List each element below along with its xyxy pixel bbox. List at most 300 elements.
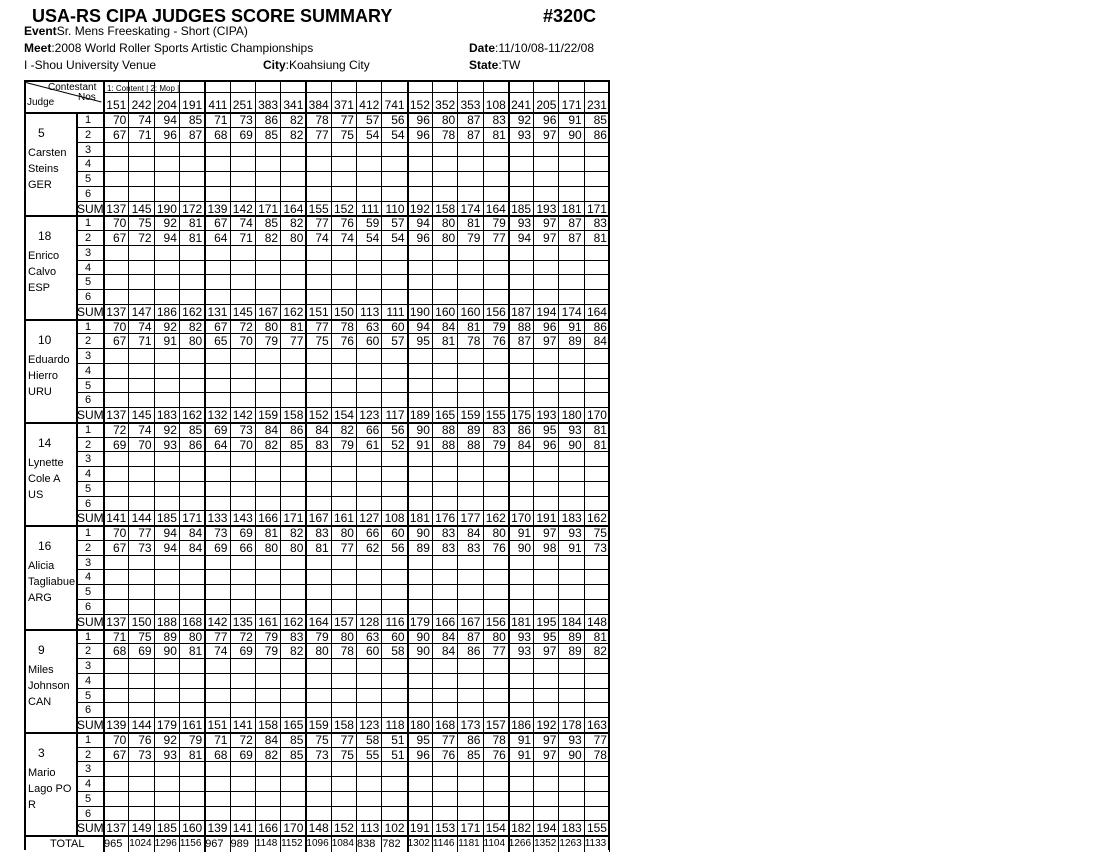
score-sum: 185 [156, 511, 177, 526]
score-content: 87 [467, 113, 481, 127]
sum-label: SUM [77, 511, 104, 526]
score-content: 77 [315, 319, 329, 334]
score-content: 94 [163, 113, 177, 127]
judge-number: 18 [38, 229, 52, 244]
score-sum: 142 [232, 408, 253, 423]
score-mop: 84 [188, 540, 203, 555]
row-number-label: 2 [85, 645, 92, 658]
row-number-label: 3 [85, 763, 92, 776]
row-line [76, 584, 608, 585]
score-sum: 170 [586, 408, 607, 423]
score-mop: 83 [315, 437, 329, 452]
score-mop: 91 [163, 334, 177, 349]
score-mop: 83 [467, 540, 481, 555]
score-content: 81 [593, 422, 607, 437]
score-mop: 97 [543, 127, 557, 142]
score-content: 70 [112, 319, 127, 334]
score-content: 82 [340, 422, 354, 437]
score-content: 91 [568, 319, 582, 334]
score-content: 78 [340, 319, 354, 334]
score-content: 77 [138, 526, 152, 541]
judge-number: 14 [38, 435, 52, 450]
score-content: 88 [441, 422, 456, 437]
row-number-label: 4 [85, 364, 92, 377]
score-content: 60 [391, 319, 405, 334]
score-mop: 69 [239, 747, 253, 762]
score-content: 66 [365, 526, 380, 541]
score-mop: 94 [163, 540, 177, 555]
score-content: 89 [467, 422, 481, 437]
score-sum: 181 [561, 201, 582, 216]
row-line [76, 289, 608, 290]
score-sum: 135 [232, 614, 253, 629]
score-sum: 117 [385, 408, 405, 423]
score-sum: 111 [361, 201, 380, 216]
score-sum: 118 [385, 718, 405, 733]
score-content: 70 [112, 732, 127, 747]
score-content: 94 [416, 216, 430, 231]
contestant-number: 205 [536, 98, 557, 112]
judge-number: 16 [38, 539, 52, 554]
score-content: 57 [365, 113, 380, 127]
judge-name-line: Johnson [28, 679, 70, 692]
score-mop: 69 [138, 644, 152, 659]
score-content: 56 [391, 113, 405, 127]
score-content: 72 [239, 319, 253, 334]
row-line [76, 260, 608, 261]
score-sum: 142 [207, 614, 228, 629]
report-code: #320C [543, 6, 597, 26]
score-sum: 123 [359, 408, 380, 423]
score-sum: 128 [359, 614, 380, 629]
score-mop: 93 [517, 644, 532, 659]
score-content: 74 [138, 113, 152, 127]
score-sum: 166 [435, 614, 456, 629]
score-content: 80 [340, 526, 354, 541]
score-mop: 87 [188, 127, 203, 142]
row-number-label: 6 [85, 704, 92, 717]
row-number-label: 5 [85, 173, 92, 186]
score-sum: 180 [561, 408, 582, 423]
row-number-label: 4 [85, 158, 92, 171]
score-content: 71 [214, 113, 228, 127]
score-mop: 90 [568, 437, 582, 452]
row-number-label: 3 [85, 660, 92, 672]
state-label: State [469, 58, 499, 72]
score-mop: 80 [290, 540, 304, 555]
score-sum: 183 [561, 821, 582, 836]
score-content: 81 [467, 319, 481, 334]
row-line [76, 806, 608, 807]
score-sum: 142 [232, 201, 253, 216]
score-mop: 68 [214, 127, 228, 142]
score-mop: 98 [543, 540, 557, 555]
score-sum: 164 [308, 614, 329, 629]
total-value: 1104 [483, 838, 506, 850]
score-content: 77 [441, 732, 456, 747]
score-content: 82 [188, 319, 203, 334]
score-sum: 150 [333, 304, 354, 319]
score-mop: 93 [517, 127, 532, 142]
row-number-label: 4 [85, 674, 92, 687]
score-content: 83 [593, 216, 607, 231]
contestant-number: 242 [131, 98, 152, 112]
score-sum: 178 [561, 718, 582, 733]
score-sum: 176 [435, 511, 456, 526]
score-content: 78 [492, 732, 506, 747]
judge-name-line: Calvo [28, 266, 57, 279]
score-sum: 156 [485, 304, 506, 319]
score-mop: 62 [365, 540, 380, 555]
score-content: 70 [112, 526, 127, 541]
total-value: 1156 [179, 838, 202, 850]
score-sum: 161 [182, 718, 203, 733]
venue-text: I -Shou University Venue [24, 58, 157, 72]
score-mop: 73 [593, 540, 607, 555]
meet-label: Meet [24, 41, 52, 55]
judge-name-line: ESP [28, 282, 51, 295]
score-mop: 82 [290, 127, 304, 142]
date-value: :11/10/08-11/22/08 [495, 41, 594, 55]
score-sum: 161 [333, 511, 354, 526]
score-sum: 181 [409, 511, 430, 526]
score-content: 79 [188, 732, 203, 747]
score-sum: 193 [536, 408, 557, 423]
total-value: 1181 [458, 838, 480, 850]
score-content: 84 [467, 526, 481, 541]
score-content: 73 [239, 113, 253, 127]
score-mop: 58 [391, 644, 405, 659]
row-number-label: 1 [85, 733, 92, 746]
score-sum: 152 [333, 201, 354, 216]
score-content: 78 [315, 113, 329, 127]
score-mop: 70 [239, 437, 253, 452]
score-sum: 159 [460, 408, 481, 423]
score-mop: 77 [492, 231, 506, 246]
score-sum: 171 [460, 821, 481, 836]
score-mop: 88 [441, 437, 456, 452]
score-content: 82 [290, 526, 304, 541]
row-line [76, 392, 608, 393]
row-number-label: 5 [85, 379, 92, 392]
judge-name-line: US [28, 488, 44, 501]
score-mop: 55 [365, 747, 380, 762]
score-mop: 71 [239, 231, 253, 246]
score-mop: 81 [188, 644, 203, 659]
row-line [76, 186, 608, 187]
score-mop: 78 [340, 644, 354, 659]
score-sum: 185 [156, 821, 177, 836]
score-sum: 162 [586, 511, 607, 526]
row-number-label: 6 [85, 600, 92, 613]
score-mop: 68 [214, 747, 228, 762]
score-mop: 89 [568, 644, 582, 659]
contestant-number: 108 [485, 98, 506, 112]
judge-block-bottom [26, 835, 608, 837]
row-line [76, 171, 608, 172]
score-sum: 170 [511, 511, 532, 526]
score-sum: 171 [283, 511, 304, 526]
score-mop: 72 [138, 231, 152, 246]
score-sum: 187 [511, 304, 532, 319]
score-sum: 190 [156, 201, 177, 216]
score-sum: 193 [536, 201, 557, 216]
score-sum: 145 [131, 408, 152, 423]
score-sum: 150 [131, 614, 152, 629]
row-number-label: 2 [85, 748, 92, 761]
score-content: 92 [163, 732, 177, 747]
score-sum: 116 [385, 614, 405, 629]
score-sum: 174 [561, 304, 582, 319]
judge-name-line: Lago PO [28, 782, 72, 795]
score-sum: 192 [536, 718, 557, 733]
score-content: 71 [214, 732, 228, 747]
score-content: 82 [290, 113, 304, 127]
score-sum: 171 [586, 201, 607, 216]
score-sum: 158 [283, 408, 304, 423]
row-number-label: 3 [85, 350, 92, 363]
row-number-label: 1 [85, 217, 92, 230]
score-mop: 85 [264, 127, 279, 142]
row-number-label: 1 [85, 114, 92, 126]
score-content: 73 [239, 422, 253, 437]
score-content: 87 [568, 216, 582, 231]
score-mop: 82 [264, 231, 279, 246]
score-content: 79 [315, 629, 329, 644]
score-content: 79 [492, 319, 506, 334]
score-sum: 192 [409, 201, 430, 216]
score-mop: 69 [112, 437, 127, 452]
score-mop: 73 [138, 540, 152, 555]
score-sum: 172 [182, 201, 203, 216]
score-sum: 168 [182, 614, 203, 629]
total-value: 1024 [129, 838, 152, 850]
score-content: 85 [290, 732, 304, 747]
judge-name-line: Eduardo [28, 353, 70, 366]
score-content: 97 [543, 732, 557, 747]
row-line [76, 496, 608, 497]
score-content: 77 [340, 113, 354, 127]
score-sum: 160 [460, 304, 481, 319]
score-content: 84 [264, 732, 279, 747]
sum-label: SUM [77, 614, 104, 629]
score-sum: 154 [485, 821, 506, 836]
score-mop: 61 [365, 437, 380, 452]
score-mop: 76 [492, 747, 506, 762]
contestant-number: 341 [283, 98, 304, 112]
score-content: 67 [214, 319, 228, 334]
score-content: 86 [467, 732, 481, 747]
score-sum: 162 [485, 511, 506, 526]
score-sum: 137 [106, 614, 127, 629]
score-mop: 75 [340, 127, 354, 142]
total-value: 1133 [584, 838, 607, 850]
score-sum: 111 [386, 304, 405, 319]
date-line [469, 41, 594, 55]
score-content: 83 [492, 113, 506, 127]
score-content: 60 [391, 526, 405, 541]
score-content: 75 [138, 629, 152, 644]
score-sum: 186 [511, 718, 532, 733]
row-number-label: 1 [85, 630, 92, 643]
score-sum: 127 [359, 511, 380, 526]
score-mop: 93 [163, 437, 177, 452]
score-content: 89 [163, 629, 177, 644]
score-mop: 88 [467, 437, 481, 452]
row-number-label: 5 [85, 276, 92, 289]
score-mop: 71 [138, 334, 152, 349]
contestant-number: 383 [258, 98, 279, 112]
score-mop: 93 [163, 747, 177, 762]
row-line [76, 702, 608, 703]
score-content: 79 [264, 629, 279, 644]
score-mop: 81 [593, 231, 607, 246]
row-number-label: 6 [85, 807, 92, 820]
score-content: 63 [365, 319, 380, 334]
score-mop: 84 [517, 437, 532, 452]
contestant-number: 241 [511, 98, 532, 112]
score-content: 70 [112, 216, 127, 231]
score-mop: 97 [543, 747, 557, 762]
score-content: 80 [492, 629, 506, 644]
row-number-label: 3 [85, 143, 92, 156]
score-content: 90 [416, 526, 430, 541]
row-line [76, 688, 608, 689]
score-mop: 82 [264, 437, 279, 452]
score-mop: 67 [112, 127, 127, 142]
score-sum: 159 [258, 408, 279, 423]
row-number-label: 5 [85, 792, 92, 805]
score-mop: 89 [416, 540, 430, 555]
score-mop: 60 [365, 644, 380, 659]
score-sum: 165 [283, 718, 304, 733]
row-number-label: 3 [85, 556, 92, 569]
row-number-label: 5 [85, 689, 92, 702]
score-content: 92 [163, 319, 177, 334]
score-content: 85 [264, 216, 279, 231]
score-sum: 148 [586, 614, 607, 629]
score-content: 81 [290, 319, 304, 334]
score-content: 81 [264, 526, 279, 541]
score-mop: 90 [416, 644, 430, 659]
score-sum: 183 [561, 511, 582, 526]
score-mop: 87 [467, 127, 481, 142]
score-mop: 91 [517, 747, 532, 762]
score-content: 73 [214, 526, 228, 541]
score-mop: 79 [340, 437, 354, 452]
score-mop: 77 [315, 127, 329, 142]
score-sum: 144 [131, 718, 152, 733]
score-sum: 195 [536, 614, 557, 629]
score-sum: 171 [182, 511, 203, 526]
report-title: USA-RS CIPA JUDGES SCORE SUMMARY [32, 6, 393, 26]
sum-label: SUM [77, 408, 104, 423]
score-mop: 73 [315, 747, 329, 762]
judge-name-line: Mario [28, 766, 56, 779]
score-mop: 81 [315, 540, 329, 555]
score-mop: 85 [290, 747, 304, 762]
score-mop: 54 [365, 231, 380, 246]
score-content: 85 [188, 422, 203, 437]
score-sum: 157 [333, 614, 354, 629]
score-mop: 76 [492, 540, 506, 555]
score-mop: 84 [441, 644, 456, 659]
score-sum: 183 [156, 408, 177, 423]
score-mop: 78 [441, 127, 456, 142]
judge-number: 3 [38, 745, 45, 760]
score-sum: 148 [308, 821, 329, 836]
judge-name-line: Hierro [28, 369, 58, 382]
score-content: 95 [543, 422, 557, 437]
score-mop: 85 [467, 747, 481, 762]
score-content: 83 [290, 629, 304, 644]
city-label: City [263, 58, 286, 72]
sum-label: SUM [77, 718, 104, 733]
row-line [76, 378, 608, 379]
score-mop: 91 [568, 540, 582, 555]
score-content: 80 [188, 629, 203, 644]
row-number-label: 1 [85, 423, 92, 436]
total-value: 989 [230, 838, 249, 851]
score-mop: 86 [593, 127, 607, 142]
total-value: 1096 [306, 838, 329, 850]
score-sum: 166 [258, 511, 279, 526]
score-sum: 151 [308, 304, 329, 319]
score-content: 80 [264, 319, 279, 334]
score-mop: 83 [441, 540, 456, 555]
total-value: 1266 [508, 838, 532, 850]
score-sum: 164 [485, 201, 506, 216]
score-sum: 177 [460, 511, 481, 526]
row-line [76, 156, 608, 157]
score-mop: 91 [416, 437, 430, 452]
score-sum: 137 [106, 201, 127, 216]
score-mop: 96 [543, 437, 557, 452]
score-mop: 54 [391, 127, 405, 142]
score-mop: 54 [391, 231, 405, 246]
state-line [469, 58, 520, 72]
score-sum: 175 [511, 408, 532, 423]
score-sum: 184 [561, 614, 582, 629]
event-line [24, 24, 248, 38]
score-mop: 70 [239, 334, 253, 349]
score-sum: 151 [207, 718, 228, 733]
score-sum: 137 [106, 821, 127, 836]
sum-label: SUM [77, 304, 104, 319]
score-mop: 90 [568, 127, 582, 142]
score-sum: 139 [207, 201, 228, 216]
sum-label: SUM [77, 821, 104, 836]
score-content: 72 [239, 732, 253, 747]
score-sum: 152 [333, 821, 354, 836]
event-label: Event [24, 24, 57, 38]
score-content: 81 [593, 629, 607, 644]
score-sum: 102 [384, 821, 405, 836]
contestant-number: 352 [435, 98, 456, 112]
row-number-label: 2 [85, 232, 92, 245]
score-mop: 81 [492, 127, 506, 142]
row-number-label: 6 [85, 291, 92, 304]
judge-name-line: Steins [28, 163, 59, 175]
score-sum: 174 [460, 201, 481, 216]
row-line [76, 776, 608, 777]
row-line [76, 599, 608, 600]
score-content: 88 [517, 319, 532, 334]
score-sum: 173 [460, 718, 481, 733]
score-content: 85 [593, 113, 607, 127]
score-mop: 81 [188, 747, 203, 762]
score-content: 91 [517, 526, 532, 541]
